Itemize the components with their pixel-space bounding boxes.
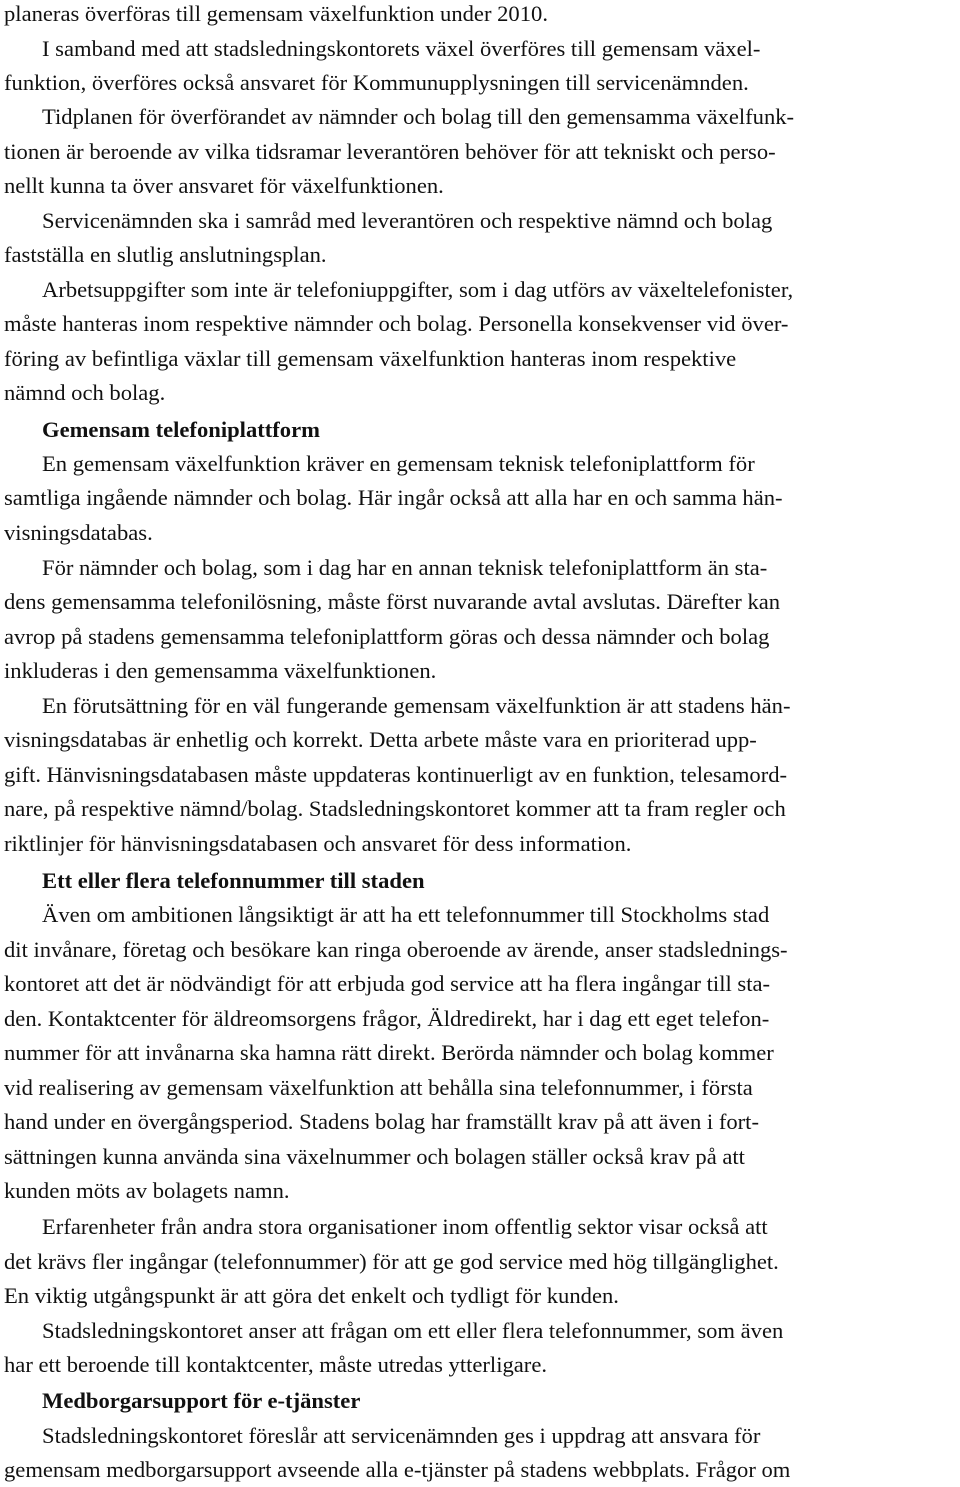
text-line: nummer för att invånarna ska hamna rätt direkt. Berörda nämnder och bolag kommer <box>4 1040 774 1065</box>
text-line: Tidplanen för överförandet av nämnder och bolag till den gemensamma växelfunk- <box>42 104 795 129</box>
text-line: samtliga ingående nämnder och bolag. Här ingår också att alla har en och samma hän- <box>4 485 783 510</box>
text-line: nellt kunna ta över ansvaret för växelfunktionen. <box>4 173 444 198</box>
text-line: visningsdatabas är enhetlig och korrekt. Detta arbete måste vara en prioriterad upp- <box>4 727 757 752</box>
section-heading: Gemensam telefoniplattform <box>42 417 320 442</box>
text-line: tionen är beroende av vilka tidsramar leverantören behöver för att tekniskt och perso- <box>4 139 776 164</box>
text-line: gemensam medborgarsupport avseende alla e-tjänster på stadens webbplats. Frågor om <box>4 1457 791 1482</box>
text-line: nämnd och bolag. <box>4 380 166 405</box>
text-line: Arbetsuppgifter som inte är telefoniuppgifter, som i dag utförs av växeltelefonister, <box>42 277 794 302</box>
text-line: inkluderas i den gemensamma växelfunktionen. <box>4 658 437 683</box>
section-heading: Ett eller flera telefonnummer till staden <box>42 868 425 893</box>
text-line: sättningen kunna använda sina växelnummer och bolagen ställer också krav på att <box>4 1144 745 1169</box>
text-line: I samband med att stadsledningskontorets växel överföres till gemensam växel- <box>42 36 761 61</box>
text-line: En förutsättning för en väl fungerande gemensam växelfunktion är att stadens hän- <box>42 693 791 718</box>
text-line: fastställa en slutlig anslutningsplan. <box>4 242 327 267</box>
text-line: planeras överföras till gemensam växelfunktion under 2010. <box>4 1 548 26</box>
text-line: dit invånare, företag och besökare kan ringa oberoende av ärende, anser stadslednings- <box>4 937 788 962</box>
text-line: nare, på respektive nämnd/bolag. Stadsledningskontoret kommer att ta fram regler och <box>4 796 786 821</box>
text-line: har ett beroende till kontaktcenter, måste utredas ytterligare. <box>4 1352 547 1377</box>
text-line: Stadsledningskontoret anser att frågan om ett eller flera telefonnummer, som även <box>42 1318 784 1343</box>
text-line: riktlinjer för hänvisningsdatabasen och ansvaret för dess information. <box>4 831 632 856</box>
text-line: För nämnder och bolag, som i dag har en annan teknisk telefoniplattform än sta- <box>42 555 768 580</box>
text-line: Servicenämnden ska i samråd med leverantören och respektive nämnd och bolag <box>42 208 773 233</box>
text-line: vid realisering av gemensam växelfunktion att behålla sina telefonnummer, i första <box>4 1075 753 1100</box>
text-line: föring av befintliga växlar till gemensam växelfunktion hanteras inom respektive <box>4 346 737 371</box>
text-line: gift. Hänvisningsdatabasen måste uppdateras kontinuerligt av en funktion, telesamord- <box>4 762 788 787</box>
text-line: det krävs fler ingångar (telefonnummer) för att ge god service med hög tillgänglighet. <box>4 1249 779 1274</box>
text-line: dens gemensamma telefonilösning, måste först nuvarande avtal avslutas. Därefter kan <box>4 589 781 614</box>
text-line: Även om ambitionen långsiktigt är att ha ett telefonnummer till Stockholms stad <box>42 902 770 927</box>
text-line: hand under en övergångsperiod. Stadens bolag har framställt krav på att även i fort- <box>4 1109 759 1134</box>
text-line: kunden möts av bolagets namn. <box>4 1178 290 1203</box>
text-line: visningsdatabas. <box>4 520 153 545</box>
text-line: En viktig utgångspunkt är att göra det enkelt och tydligt för kunden. <box>4 1283 619 1308</box>
text-line: måste hanteras inom respektive nämnder och bolag. Personella konsekvenser vid över- <box>4 311 789 336</box>
text-line: avrop på stadens gemensamma telefoniplattform göras och dessa nämnder och bolag <box>4 624 770 649</box>
text-line: Stadsledningskontoret föreslår att servicenämnden ges i uppdrag att ansvara för <box>42 1423 761 1448</box>
text-line: den. Kontaktcenter för äldreomsorgens frågor, Äldredirekt, har i dag ett eget telefon- <box>4 1006 770 1031</box>
text-line: funktion, överföres också ansvaret för Kommunupplysningen till servicenämnden. <box>4 70 749 95</box>
section-heading: Medborgarsupport för e-tjänster <box>42 1388 361 1413</box>
text-line: Erfarenheter från andra stora organisationer inom offentlig sektor visar också att <box>42 1214 768 1239</box>
text-line: kontoret att det är nödvändigt för att erbjuda god service att ha flera ingångar till sta- <box>4 971 771 996</box>
text-line: En gemensam växelfunktion kräver en gemensam teknisk telefoniplattform för <box>42 451 755 476</box>
